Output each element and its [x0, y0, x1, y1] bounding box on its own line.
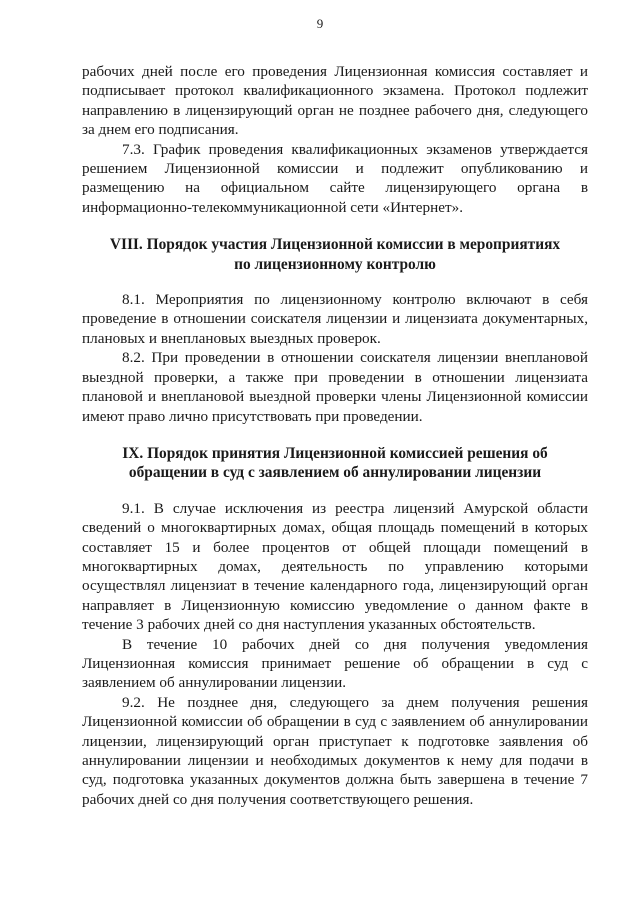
section-8-heading-line1: VIII. Порядок участия Лицензионной комиссии в мероприятиях [109, 236, 561, 254]
section-9-heading-line1: IX. Порядок принятия Лицензионной комиссией решения об [122, 444, 548, 462]
paragraph-8-1: 8.1. Мероприятия по лицензионному контролю включают в себя проведение в отношении соискателя лицензии и лицензиата документарных, плановых и внеплановых выездных проверок. [82, 291, 588, 347]
paragraph-7-3: 7.3. График проведения квалификационных экзаменов утверждается решением Лицензионной комиссии и подлежит опубликованию и размещению на официальном сайте лицензирующего органа в информационно-телекоммуникационной сети «Интернет». [82, 140, 588, 216]
section-8-heading [82, 235, 588, 274]
paragraph-8-2: 8.2. При проведении в отношении соискателя лицензии внеплановой выездной проверки, а также при проведении в отношении лицензиата плановой и внеплановой выездной проверки члены Лицензионной комиссии имеют право лично присутствовать при проведении. [82, 349, 588, 425]
paragraph-continuation: рабочих дней после его проведения Лицензионная комиссия составляет и подписывает протокол квалификационного экзамена. Протокол подлежит направлению в лицензирующий орган не позднее рабочего дня, следующего за днем его подписания. [82, 63, 588, 139]
paragraph-9-1: 9.1. В случае исключения из реестра лицензий Амурской области сведений о многоквартирных домах, общая площадь помещений в которых составляет 15 и более процентов от общей площади помещений в многоквартирных домах, деятельность по управлению которыми осуществлял лицензиат в течение календарного года, лицензирующий орган направляет в Лицензионную комиссию уведомление о данном факте в течение 3 рабочих дней со дня наступления указанных обстоятельств. [82, 499, 588, 634]
section-9-heading [82, 444, 588, 483]
section-8-heading-line2: по лицензионному контролю [234, 255, 436, 273]
paragraph-9-2: 9.2. Не позднее дня, следующего за днем получения решения Лицензионной комиссии об обращении в суд с заявлением об аннулировании лицензии, лицензирующий орган приступает к подготовке заявления об аннулировании лицензии и необходимых документов к нему для подачи в суд, подготовка указанных документов должна быть завершена в течение 7 рабочих дней со дня получения соответствующего решения. [82, 693, 588, 808]
paragraph-9-1-continuation: В течение 10 рабочих дней со дня получения уведомления Лицензионная комиссия принимает решение об обращении в суд с заявлением об аннулировании лицензии. [82, 635, 588, 692]
section-9-heading-line2: обращении в суд с заявлением об аннулировании лицензии [128, 464, 542, 482]
page-number: 9 [316, 16, 324, 31]
document-body [82, 62, 588, 809]
